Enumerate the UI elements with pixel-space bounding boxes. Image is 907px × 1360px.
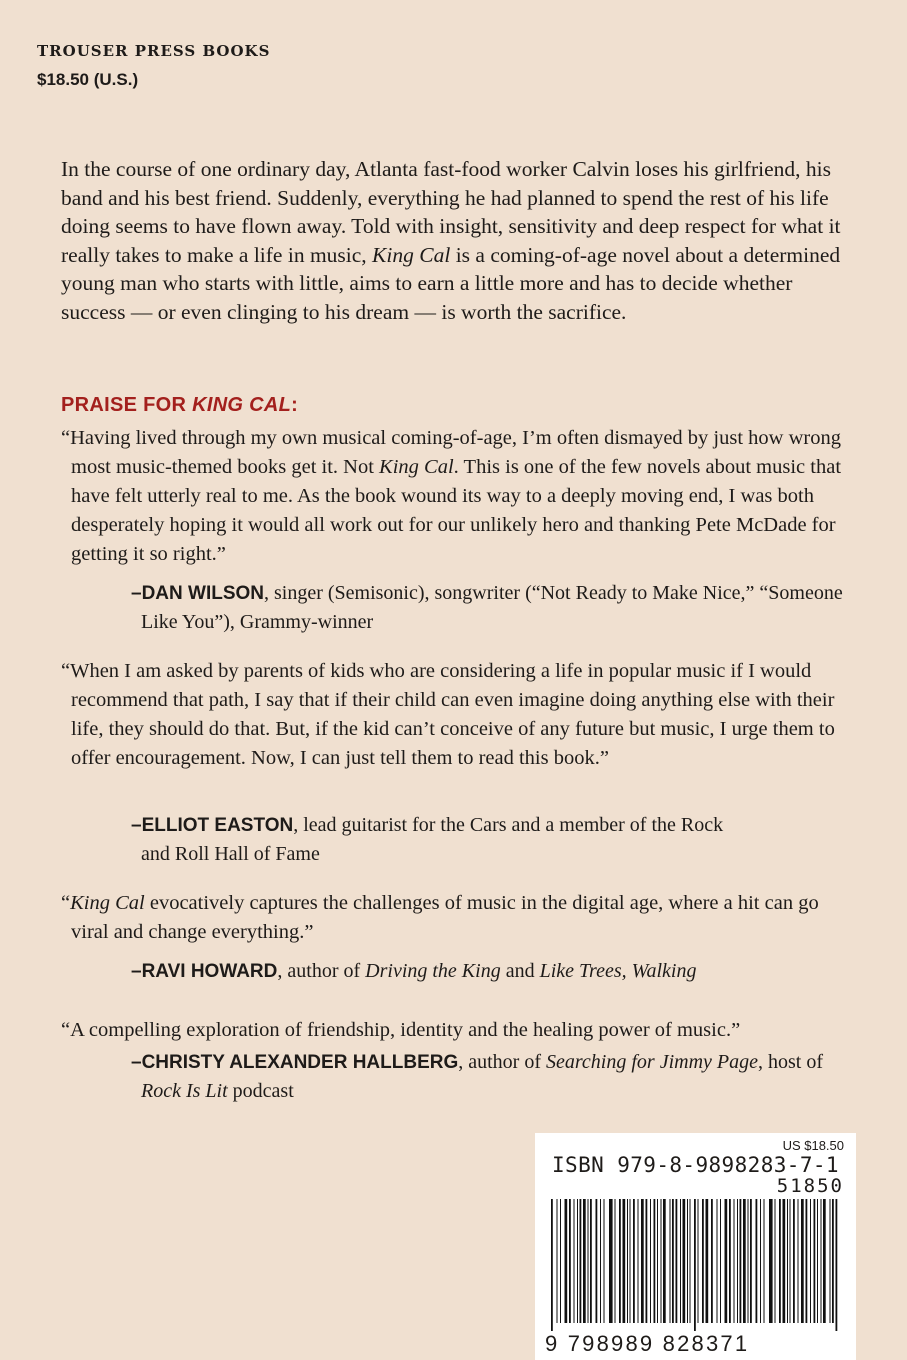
barcode-bar xyxy=(654,1199,656,1323)
barcode-bar xyxy=(821,1199,822,1323)
barcode-bar xyxy=(783,1199,786,1323)
barcode-bar xyxy=(609,1199,613,1323)
quote-text: “Having lived through my own musical coming-of-age, I’m often dismayed by just how wrong most music-themed books get it. Not xyxy=(61,427,841,478)
barcode-bar xyxy=(737,1199,738,1323)
barcode-bar xyxy=(756,1199,758,1323)
barcode-bar xyxy=(787,1199,788,1323)
barcode-bar xyxy=(748,1199,749,1323)
attribution-credit: podcast xyxy=(227,1080,294,1102)
barcode-bar xyxy=(836,1199,838,1331)
barcode-bar xyxy=(627,1199,628,1323)
attribution-name: –ELLIOT EASTON xyxy=(131,815,294,836)
barcode-bar xyxy=(619,1199,621,1323)
praise-suffix: : xyxy=(291,394,299,416)
attribution-elliot-easton xyxy=(131,811,731,869)
attribution-book: Searching for Jimmy Page xyxy=(546,1051,758,1073)
barcode-bar xyxy=(717,1199,718,1323)
barcode-bar xyxy=(694,1199,696,1331)
quote-elliot-easton xyxy=(61,657,851,773)
barcode-bar xyxy=(569,1199,571,1323)
barcode-bar xyxy=(676,1199,678,1323)
barcode-bar xyxy=(830,1199,831,1323)
barcode-bar xyxy=(683,1199,686,1323)
barcode-bar xyxy=(817,1199,818,1323)
barcode-bar xyxy=(633,1199,635,1323)
barcode-ean-digits: 9 798989 828371 xyxy=(545,1331,750,1356)
attribution-dan-wilson xyxy=(131,579,851,637)
blurb-text: In the course of one ordinary day, Atlanta fast-food worker Calvin loses his girlfriend, his band and his best friend. Suddenly, everything he had planned to spend the rest of his life doing seems to have flown away. Told with insight, sensitivity and deep respect for what it really takes to make a life in music, xyxy=(61,157,841,267)
barcode-bar xyxy=(588,1199,589,1323)
barcode-bar xyxy=(702,1199,704,1323)
attribution-credit: , lead guitarist for the Cars and a member of the Rock and Roll Hall of Fame xyxy=(141,814,724,865)
barcode-bar xyxy=(574,1199,575,1323)
barcode-bar xyxy=(711,1199,713,1323)
attribution-credit: , host of xyxy=(758,1051,823,1073)
barcode-bar xyxy=(551,1199,553,1331)
attribution-book: Rock Is Lit xyxy=(141,1080,228,1102)
attribution-name: –CHRISTY ALEXANDER HALLBERG xyxy=(131,1052,459,1073)
barcode-bar xyxy=(750,1199,752,1323)
barcode-bar xyxy=(560,1199,561,1323)
barcode-bar xyxy=(600,1199,601,1323)
barcode-bar xyxy=(814,1199,816,1323)
barcode-bar xyxy=(690,1199,691,1323)
isbn-number: ISBN 979-8-9898283-7-1 xyxy=(552,1153,839,1177)
barcode-bar xyxy=(823,1199,826,1323)
barcode-bar xyxy=(729,1199,731,1323)
attribution-credit: , singer (Semisonic), songwriter (“Not Ready to Make Nice,” “Someone Like You”), Grammy-winner xyxy=(141,582,843,633)
barcode-bar xyxy=(832,1199,834,1323)
barcode-bar xyxy=(583,1199,586,1323)
price-label: $18.50 (U.S.) xyxy=(37,70,139,89)
barcode-bar xyxy=(793,1199,795,1323)
barcode-bar xyxy=(590,1199,592,1323)
barcode-bar xyxy=(577,1199,578,1323)
quote-dan-wilson xyxy=(61,424,851,569)
praise-heading xyxy=(61,394,298,417)
barcode-bar xyxy=(720,1199,721,1323)
barcode-us-price: US $18.50 xyxy=(782,1138,844,1153)
book-blurb xyxy=(61,155,861,326)
barcode-bar xyxy=(810,1199,811,1323)
attribution-credit: , author of xyxy=(277,960,366,982)
barcode-bar xyxy=(775,1199,776,1323)
publisher-name: TROUSER PRESS BOOKS xyxy=(37,42,271,60)
barcode-bar xyxy=(798,1199,799,1323)
barcode-bar xyxy=(764,1199,765,1323)
barcode-bar xyxy=(740,1199,742,1323)
barcode-bar xyxy=(657,1199,658,1323)
quote-open-mark: “ xyxy=(61,892,71,914)
barcode-bar xyxy=(650,1199,651,1323)
barcode-bar xyxy=(646,1199,648,1323)
barcode-bar xyxy=(580,1199,582,1323)
quote-text-end: . This is one of the few novels about music that have felt utterly real to me. As the book wound its way to a deeply moving end, I was both desperately hoping it would all work out for our unlikely hero and thanking Pete McDade for getting it so right.” xyxy=(71,456,842,565)
barcode-bar xyxy=(734,1199,735,1323)
barcode-bar xyxy=(801,1199,804,1323)
quote-text: “A compelling exploration of friendship, identity and the healing power of music.” xyxy=(61,1019,741,1041)
barcode-bar xyxy=(663,1199,666,1323)
barcode-bar xyxy=(641,1199,644,1323)
barcode-bar xyxy=(769,1199,773,1323)
praise-prefix: PRAISE FOR xyxy=(61,394,193,416)
barcode-panel xyxy=(535,1133,856,1360)
barcode-bar xyxy=(706,1199,709,1323)
barcode-bar xyxy=(670,1199,671,1323)
quote-title: King Cal xyxy=(379,456,454,478)
barcode-bar xyxy=(698,1199,699,1323)
barcode-bar xyxy=(596,1199,598,1323)
quote-christy-hallberg xyxy=(61,1016,861,1045)
blurb-text-end: is a coming-of-age novel about a determined young man who starts with little, aims to earn a little more and has to decide whether success — or even clinging to his dream — is worth the sacrifice. xyxy=(61,242,841,324)
barcode-bar xyxy=(615,1199,616,1323)
attribution-christy-hallberg xyxy=(131,1048,831,1106)
quote-ravi-howard xyxy=(61,889,851,947)
attribution-name: –RAVI HOWARD xyxy=(131,961,278,982)
praise-title: KING CAL xyxy=(192,394,292,416)
quote-text: evocatively captures the challenges of music in the digital age, where a hit can go viral and change everything.” xyxy=(71,892,819,943)
barcode-bar xyxy=(623,1199,626,1323)
barcode-bar xyxy=(604,1199,605,1323)
barcode-bar xyxy=(687,1199,688,1323)
barcode-bar xyxy=(638,1199,639,1323)
barcode-bar xyxy=(565,1199,568,1323)
quote-text: “When I am asked by parents of kids who are considering a life in popular music if I would recommend that path, I say that if their child can even imagine doing anything else with their life, they should do that. But, if the kid can’t conceive of any future but music, I urge them to offer encouragement. Now, I can just tell them to read this book.” xyxy=(61,660,835,769)
barcode-bar xyxy=(743,1199,746,1323)
barcode-bar xyxy=(661,1199,662,1323)
barcode-bar xyxy=(630,1199,631,1323)
barcode-bar xyxy=(557,1199,558,1323)
blurb-title: King Cal xyxy=(372,242,451,267)
barcode-bar xyxy=(779,1199,781,1323)
attribution-ravi-howard xyxy=(131,957,851,986)
barcode-bar xyxy=(806,1199,808,1323)
quote-title: King Cal xyxy=(70,892,145,914)
attribution-name: –DAN WILSON xyxy=(131,583,264,604)
barcode-price-code: 51850 xyxy=(776,1175,844,1197)
attribution-book: Driving the King xyxy=(365,960,501,982)
attribution-credit: , author of xyxy=(458,1051,547,1073)
barcode-bar xyxy=(725,1199,728,1323)
barcode-bar xyxy=(680,1199,681,1323)
barcode-bar xyxy=(760,1199,761,1323)
barcode-icon xyxy=(545,1199,845,1331)
barcode-bar xyxy=(672,1199,674,1323)
attribution-book: Like Trees, Walking xyxy=(539,960,697,982)
attribution-credit: and xyxy=(500,960,540,982)
barcode-bar xyxy=(790,1199,791,1323)
